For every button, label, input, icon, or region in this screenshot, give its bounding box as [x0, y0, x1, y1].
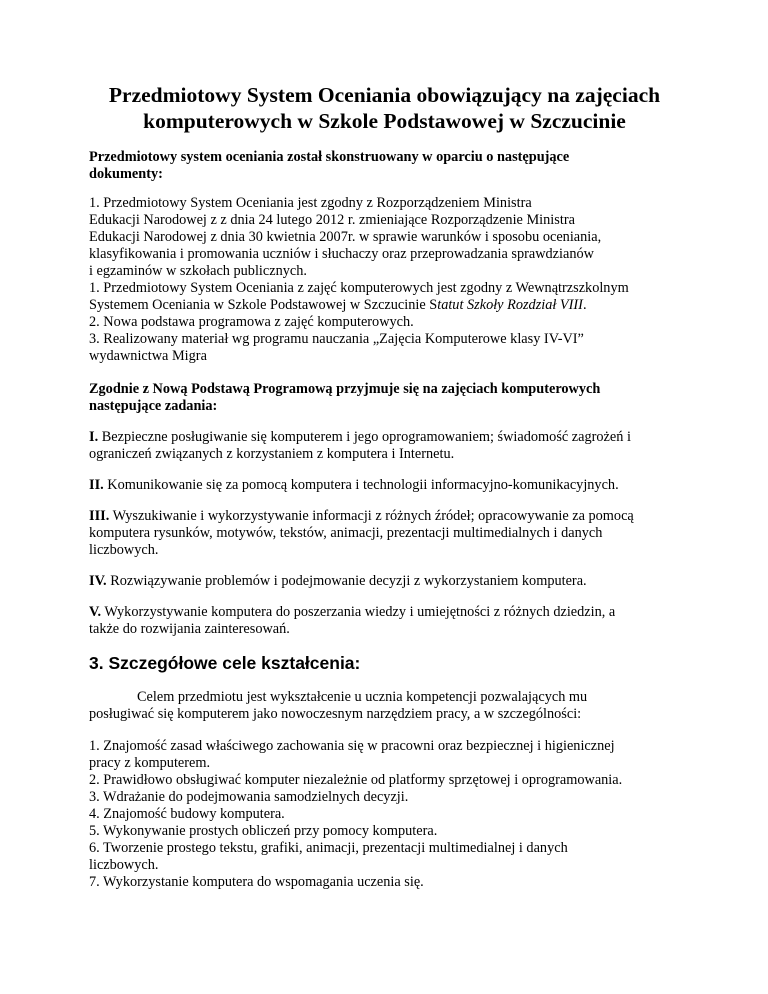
- tasks-heading: [89, 381, 680, 415]
- goal-line: pracy z komputerem.: [89, 755, 211, 771]
- documents-line: klasyfikowania i promowania uczniów i słuchaczy oraz przeprowadzania sprawdzianów: [89, 246, 594, 262]
- goals-list: [89, 738, 680, 891]
- task-numeral: III.: [89, 508, 110, 524]
- goals-intro: [89, 689, 680, 723]
- documents-line: Edukacji Narodowej z z dnia 24 lutego 2012 r. zmieniające Rozporządzenie Ministra: [89, 212, 575, 228]
- task-text: ograniczeń związanych z korzystaniem z komputera i Internetu.: [89, 446, 455, 462]
- task-item-3: [89, 508, 680, 559]
- goals-intro-line-1: Celem przedmiotu jest wykształcenie u ucznia kompetencji pozwalających mu: [137, 689, 588, 705]
- tasks-heading-line-2: następujące zadania:: [89, 398, 218, 414]
- section-3-heading: 3. Szczegółowe cele kształcenia:: [89, 653, 361, 673]
- task-text: Wyszukiwanie i wykorzystywanie informacji z różnych źródeł; opracowywanie za pomocą: [112, 508, 634, 524]
- intro-heading-line-1: Przedmiotowy system oceniania został skonstruowany w oparciu o następujące: [89, 149, 570, 165]
- task-text: Komunikowanie się za pomocą komputera i technologii informacyjno-komunikacyjnych.: [107, 477, 619, 493]
- task-text: Rozwiązywanie problemów i podejmowanie decyzji z wykorzystaniem komputera.: [110, 573, 587, 589]
- goal-line: 5. Wykonywanie prostych obliczeń przy pomocy komputera.: [89, 823, 438, 839]
- documents-line: wydawnictwa Migra: [89, 348, 207, 364]
- task-item-4: [89, 573, 680, 590]
- goal-line: 1. Znajomość zasad właściwego zachowania się w pracowni oraz bezpiecznej i higienicznej: [89, 738, 615, 754]
- documents-line: 1. Przedmiotowy System Oceniania jest zgodny z Rozporządzeniem Ministra: [89, 195, 532, 211]
- documents-line: Edukacji Narodowej z dnia 30 kwietnia 2007r. w sprawie warunków i sposobu oceniania,: [89, 229, 602, 245]
- task-text: liczbowych.: [89, 542, 159, 558]
- tasks-heading-line-1: Zgodnie z Nową Podstawą Programową przyjmuje się na zajęciach komputerowych: [89, 381, 601, 397]
- statute-italic: tatut Szkoły Rozdział VIII: [437, 297, 583, 313]
- task-item-5: [89, 604, 680, 638]
- statute-prefix: Systemem Oceniania w Szkole Podstawowej w Szczucinie S: [89, 297, 438, 313]
- statute-suffix: .: [582, 297, 587, 313]
- title-line-1: Przedmiotowy System Oceniania obowiązujący na zajęciach: [108, 83, 661, 107]
- task-numeral: II.: [89, 477, 104, 493]
- document-title: [89, 0, 680, 134]
- documents-line: 3. Realizowany materiał wg programu nauczania „Zajęcia Komputerowe klasy IV-VI”: [89, 331, 584, 347]
- task-numeral: V.: [89, 604, 102, 620]
- intro-heading-line-2: dokumenty:: [89, 166, 163, 182]
- documents-line: i egzaminów w szkołach publicznych.: [89, 263, 307, 279]
- goal-line: 2. Prawidłowo obsługiwać komputer niezależnie od platformy sprzętowej i oprogramowania.: [89, 772, 623, 788]
- intro-heading: [89, 149, 680, 183]
- task-item-2: [89, 477, 680, 494]
- goal-line: 3. Wdrażanie do podejmowania samodzielnych decyzji.: [89, 789, 409, 805]
- goal-line: 4. Znajomość budowy komputera.: [89, 806, 285, 822]
- task-numeral: IV.: [89, 573, 107, 589]
- task-text: także do rozwijania zainteresowań.: [89, 621, 290, 637]
- goals-intro-line-2: posługiwać się komputerem jako nowoczesnym narzędziem pracy, a w szczególności:: [89, 706, 582, 722]
- documents-line-statute: [89, 297, 680, 314]
- task-text: Bezpieczne posługiwanie się komputerem i jego oprogramowaniem; świadomość zagrożeń i: [101, 429, 631, 445]
- task-numeral: I.: [89, 429, 99, 445]
- goal-line: 6. Tworzenie prostego tekstu, grafiki, animacji, prezentacji multimedialnej i danych: [89, 840, 568, 856]
- task-item-1: [89, 429, 680, 463]
- documents-list: [89, 195, 680, 365]
- title-line-2: komputerowych w Szkole Podstawowej w Szczucinie: [143, 109, 626, 133]
- documents-line: 1. Przedmiotowy System Oceniania z zajęć komputerowych jest zgodny z Wewnątrzszkolnym: [89, 280, 629, 296]
- task-text: komputera rysunków, motywów, tekstów, animacji, prezentacji multimedialnych i danych: [89, 525, 603, 541]
- task-text: Wykorzystywanie komputera do poszerzania wiedzy i umiejętności z różnych dziedzin, a: [104, 604, 616, 620]
- goal-line: liczbowych.: [89, 857, 159, 873]
- documents-line: 2. Nowa podstawa programowa z zajęć komputerowych.: [89, 314, 414, 330]
- goal-line: 7. Wykorzystanie komputera do wspomagania uczenia się.: [89, 874, 424, 890]
